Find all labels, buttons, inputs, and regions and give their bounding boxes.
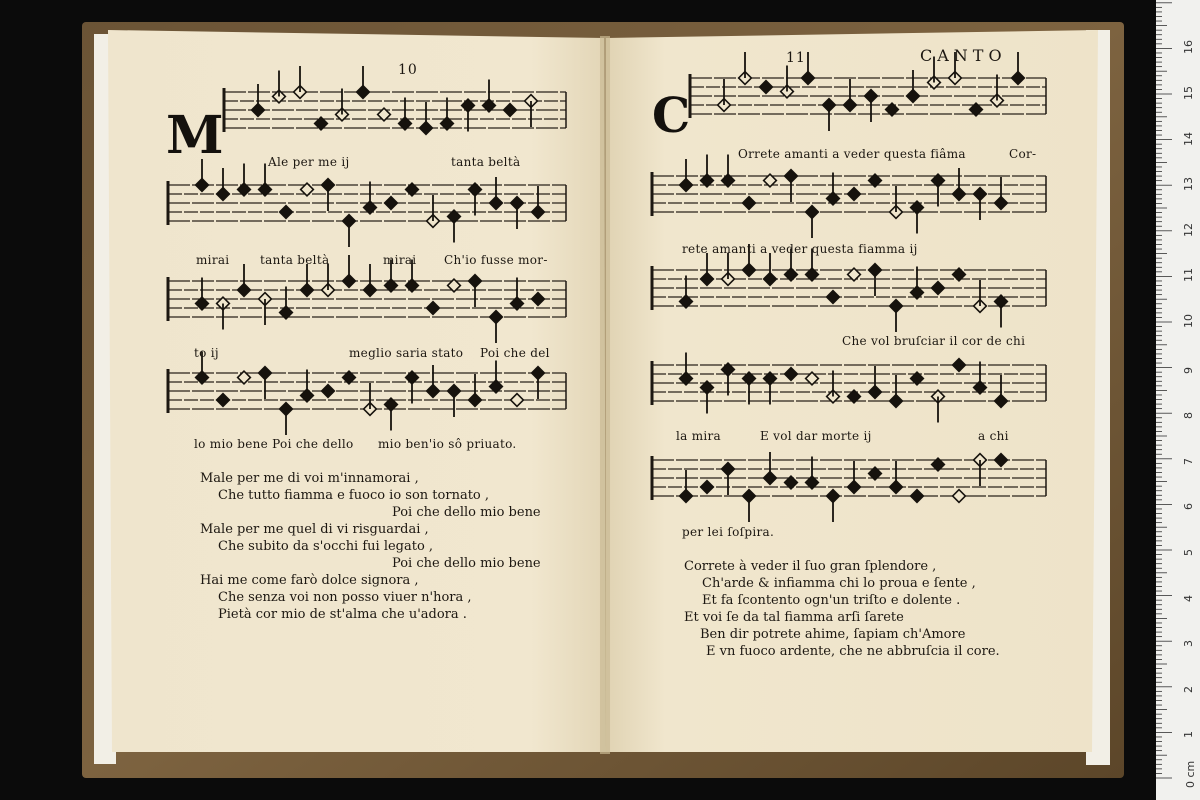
verse-line: Che subito da s'occhi fui legato , — [218, 539, 434, 554]
ruler-number: 6 — [1182, 503, 1195, 511]
lyric-fragment: per lei ſoſpira. — [682, 525, 775, 539]
verse-line: Hai me come farò dolce signora , — [200, 573, 419, 588]
verse-line: Pietà cor mio de st'alma che u'adora . — [218, 607, 467, 622]
lyric-fragment: a chi — [978, 429, 1009, 443]
lyric-fragment: Poi che del — [480, 346, 550, 360]
lyric-fragment: meglio saria stato — [349, 346, 464, 360]
ruler-number: 9 — [1182, 366, 1195, 374]
verse-line: Che tutto fiamma e fuoco io son tornato , — [218, 488, 490, 503]
ruler-number: 5 — [1182, 549, 1195, 556]
verse-line: Ben dir potrete ahime, ſapiam ch'Amore — [700, 627, 966, 642]
lyric-fragment: mio ben'io sô priuato. — [378, 437, 517, 451]
lyric-fragment: lo mio bene Poi che dello — [194, 437, 354, 451]
verse-line: Poi che dello mio bene — [392, 505, 541, 520]
lyric-fragment: Cor- — [1009, 147, 1037, 161]
lyric-fragment: Che vol bruſciar il cor de chi — [842, 334, 1026, 348]
left-page-number: 10 — [398, 62, 418, 78]
verse-line: Et fa ſcontento ogn'un triſto e dolente . — [702, 593, 961, 608]
lyric-fragment: E vol dar morte ij — [760, 429, 872, 443]
ruler-number: 2 — [1182, 685, 1195, 693]
right-page-number: 11 — [786, 50, 806, 66]
ruler-number: 8 — [1182, 412, 1195, 420]
ruler-number: 4 — [1182, 594, 1195, 602]
ruler-number: 11 — [1182, 268, 1195, 283]
verse-line: Ch'arde & infiamma chi lo proua e ſente , — [702, 576, 976, 591]
lyric-fragment: mirai — [383, 253, 417, 267]
ruler-number: 1 — [1182, 731, 1195, 739]
verse-line: Correte à veder il ſuo gran ſplendore , — [684, 559, 937, 574]
gutter — [600, 36, 610, 754]
lyric-fragment: to ij — [194, 346, 219, 360]
ruler-number: 14 — [1182, 131, 1195, 146]
ruler-number: 3 — [1182, 640, 1195, 648]
ruler-number: 12 — [1182, 222, 1195, 237]
left-page-initial: M — [166, 105, 224, 166]
ruler-number: 15 — [1182, 86, 1195, 100]
lyric-fragment: tanta beltà — [451, 155, 521, 169]
verse-line: E vn fuoco ardente, che ne abbruſcia il core. — [706, 644, 1000, 659]
ruler-number: 13 — [1182, 177, 1195, 192]
lyric-fragment: Orrete amanti a veder questa fiâma — [738, 147, 966, 161]
lyric-fragment: Ale per me ij — [268, 155, 350, 169]
ruler-number: 10 — [1182, 314, 1195, 328]
ruler-number: 7 — [1182, 457, 1195, 465]
verse-line: Male per me di voi m'innamorai , — [200, 471, 419, 486]
right-page-initial: C — [652, 88, 691, 144]
ruler-unit-label: 0 cm — [1184, 760, 1197, 788]
verse-line: Poi che dello mio bene — [392, 556, 541, 571]
lyric-fragment: Ch'io fusse mor- — [444, 253, 548, 267]
measuring-ruler — [1156, 0, 1200, 800]
verse-line: Et voi ſe da tal fiamma arſi ſarete — [684, 610, 904, 625]
part-title: CANTO — [920, 46, 1007, 65]
ruler-number: 16 — [1182, 40, 1195, 55]
lyric-fragment: tanta beltà — [260, 253, 330, 267]
verse-line: Che senza voi non posso viuer n'hora , — [218, 590, 472, 605]
lyric-fragment: rete amanti a veder questa fiamma ij — [682, 242, 918, 256]
verse-line: Male per me quel di vi risguardai , — [200, 522, 429, 537]
lyric-fragment: la mira — [676, 429, 722, 443]
lyric-fragment: mirai — [196, 253, 230, 267]
